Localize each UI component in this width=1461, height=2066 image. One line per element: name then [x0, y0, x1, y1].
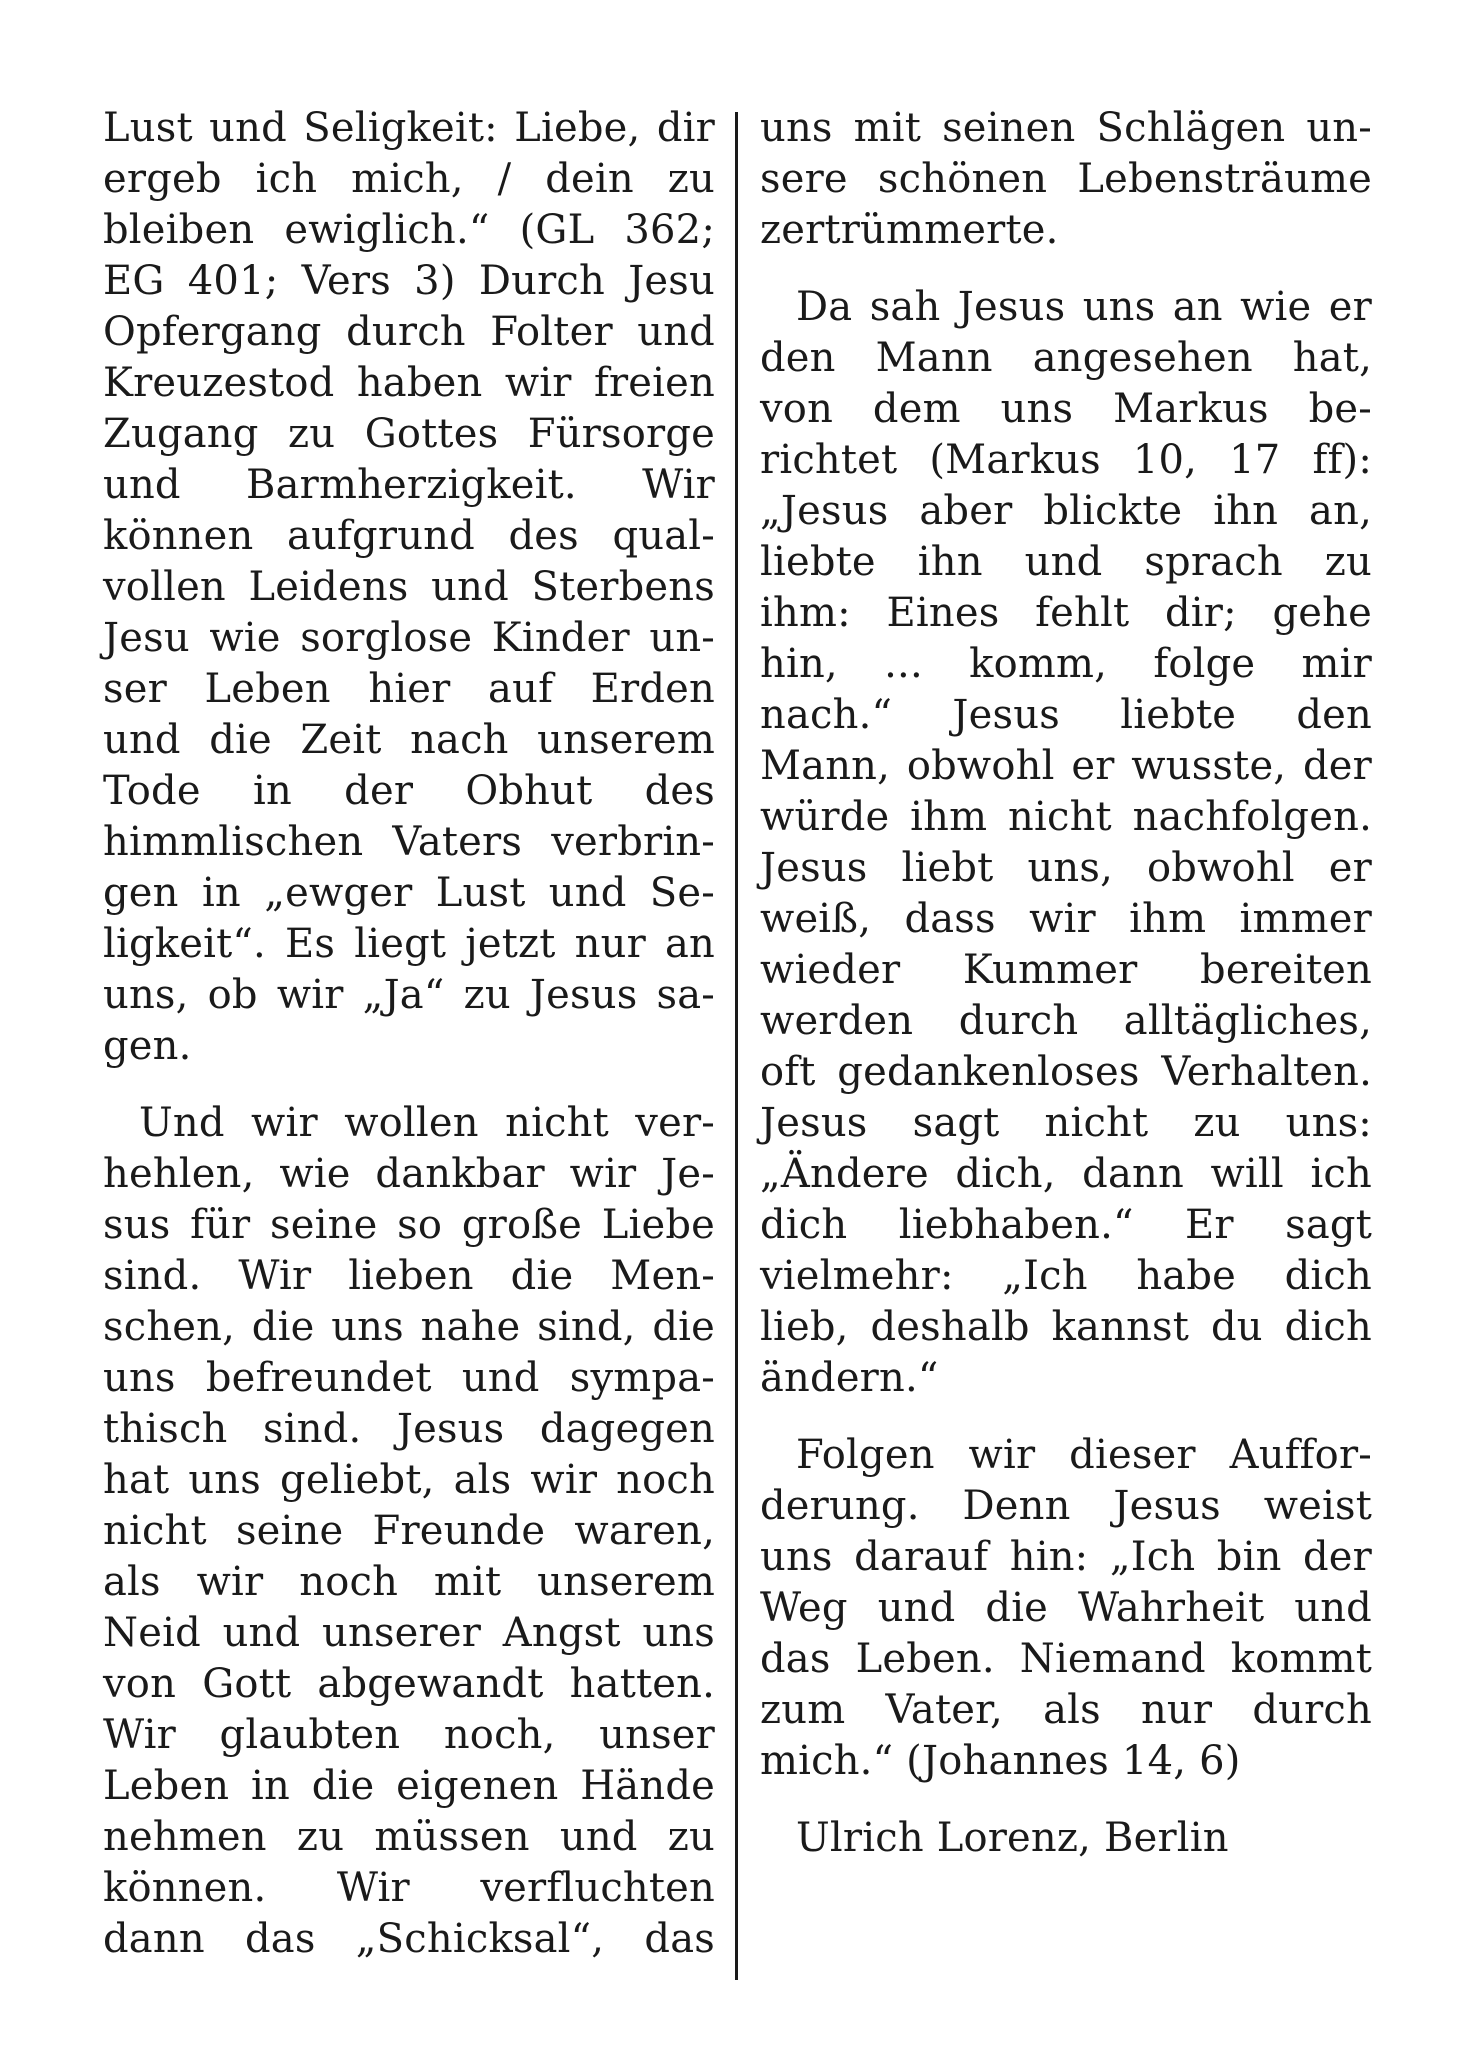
- column-divider: [735, 112, 738, 1980]
- text-line: Weg und die Wahrheit und: [760, 1585, 1372, 1631]
- text-line: dann das „Schicksal“, das: [103, 1916, 715, 1962]
- text-line: Leben in die eigenen Hände: [103, 1763, 715, 1809]
- text-line: nehmen zu müssen und zu: [103, 1814, 715, 1860]
- text-line: Und wir wollen nicht ver-: [139, 1100, 715, 1146]
- text-line: Jesus liebt uns, obwohl er: [760, 845, 1372, 891]
- text-line: uns, ob wir „Ja“ zu Jesus sa-: [103, 972, 715, 1018]
- text-line: von dem uns Markus be-: [760, 386, 1372, 432]
- text-line: nicht seine Freunde waren,: [103, 1508, 715, 1554]
- text-line: bleiben ewiglich.“ (GL 362;: [103, 207, 715, 253]
- text-line: sind. Wir lieben die Men-: [103, 1253, 715, 1299]
- text-line: hehlen, wie dankbar wir Je-: [103, 1151, 715, 1197]
- text-line: als wir noch mit unserem: [103, 1559, 715, 1605]
- text-line: oft gedankenloses Verhalten.: [760, 1049, 1372, 1095]
- text-line: nach.“ Jesus liebte den: [760, 692, 1372, 738]
- text-line: Tode in der Obhut des: [103, 768, 715, 814]
- text-line: zertrümmerte.: [760, 207, 1059, 253]
- left-paragraph-1: [103, 103, 715, 1072]
- text-line: gen.: [103, 1023, 192, 1069]
- text-line: „Jesus aber blickte ihn an,: [760, 488, 1372, 534]
- text-line: und Barmherzigkeit. Wir: [103, 462, 715, 508]
- text-line: sere schönen Lebensträume: [760, 156, 1372, 202]
- text-line: wieder Kummer bereiten: [760, 947, 1372, 993]
- text-line: zum Vater, als nur durch: [760, 1687, 1372, 1733]
- text-line: würde ihm nicht nachfolgen.: [760, 794, 1372, 840]
- text-line: Mann, obwohl er wusste, der: [760, 743, 1372, 789]
- text-line: himmlischen Vaters verbrin-: [103, 819, 715, 865]
- left-column: [103, 103, 715, 1965]
- text-line: sus für seine so große Liebe: [103, 1202, 715, 1248]
- text-line: können aufgrund des qual-: [103, 513, 715, 559]
- text-line: liebte ihn und sprach zu: [760, 539, 1372, 585]
- text-line: uns mit seinen Schlägen un-: [760, 105, 1372, 151]
- text-line: Jesu wie sorglose Kinder un-: [103, 615, 715, 661]
- text-line: weiß, dass wir ihm immer: [760, 896, 1372, 942]
- right-paragraph-2: [760, 282, 1372, 1404]
- right-paragraph-3: [760, 1430, 1372, 1787]
- signature: Ulrich Lorenz, Berlin: [796, 1815, 1229, 1861]
- text-line: richtet (Markus 10, 17 ff):: [760, 437, 1372, 483]
- text-line: und die Zeit nach unserem: [103, 717, 715, 763]
- text-line: mich.“ (Johannes 14, 6): [760, 1738, 1241, 1784]
- text-line: Zugang zu Gottes Fürsorge: [103, 411, 715, 457]
- text-line: dich liebhaben.“ Er sagt: [760, 1202, 1372, 1248]
- text-line: ser Leben hier auf Erden: [103, 666, 715, 712]
- text-line: Kreuzestod haben wir freien: [103, 360, 715, 406]
- text-line: Jesus sagt nicht zu uns:: [760, 1100, 1372, 1146]
- text-line: den Mann angesehen hat,: [760, 335, 1372, 381]
- text-line: hin, ... komm, folge mir: [760, 641, 1372, 687]
- left-paragraph-2: [103, 1098, 715, 1965]
- text-line: das Leben. Niemand kommt: [760, 1636, 1372, 1682]
- text-line: thisch sind. Jesus dagegen: [103, 1406, 715, 1452]
- text-line: Folgen wir dieser Auffor-: [796, 1432, 1372, 1478]
- right-column: [760, 103, 1372, 1864]
- text-line: vielmehr: „Ich habe dich: [760, 1253, 1372, 1299]
- text-line: können. Wir verfluchten: [103, 1865, 715, 1911]
- text-line: ligkeit“. Es liegt jetzt nur an: [103, 921, 715, 967]
- text-line: werden durch alltägliches,: [760, 998, 1372, 1044]
- text-line: von Gott abgewandt hatten.: [103, 1661, 715, 1707]
- text-line: gen in „ewger Lust und Se-: [103, 870, 715, 916]
- text-line: ändern.“: [760, 1355, 939, 1401]
- text-line: schen, die uns nahe sind, die: [103, 1304, 715, 1350]
- text-line: ergeb ich mich, / dein zu: [103, 156, 715, 202]
- right-paragraph-1: [760, 103, 1372, 256]
- text-line: lieb, deshalb kannst du dich: [760, 1304, 1372, 1350]
- text-line: Da sah Jesus uns an wie er: [796, 284, 1372, 330]
- text-line: Lust und Seligkeit: Liebe, dir: [103, 105, 715, 151]
- text-line: Opfergang durch Folter und: [103, 309, 715, 355]
- text-line: uns befreundet und sympa-: [103, 1355, 715, 1401]
- text-line: vollen Leidens und Sterbens: [103, 564, 715, 610]
- text-line: uns darauf hin: „Ich bin der: [760, 1534, 1372, 1580]
- text-line: derung. Denn Jesus weist: [760, 1483, 1372, 1529]
- text-line: EG 401; Vers 3) Durch Jesu: [103, 258, 715, 304]
- text-line: ihm: Eines fehlt dir; gehe: [760, 590, 1372, 636]
- text-line: hat uns geliebt, als wir noch: [103, 1457, 715, 1503]
- text-line: Neid und unserer Angst uns: [103, 1610, 715, 1656]
- text-line: „Ändere dich, dann will ich: [760, 1151, 1372, 1197]
- text-line: Wir glaubten noch, unser: [103, 1712, 715, 1758]
